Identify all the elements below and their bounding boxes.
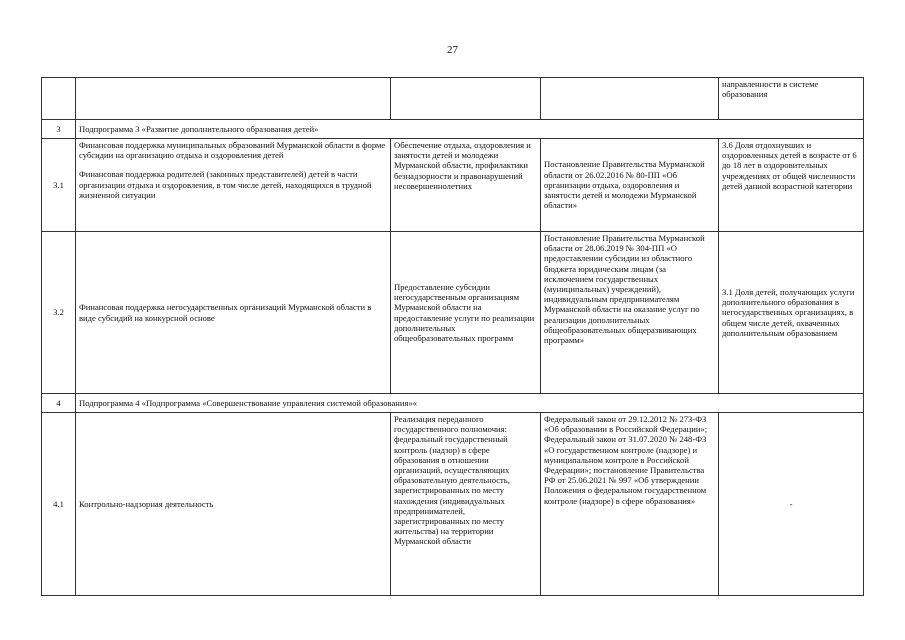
legal-basis-cell: Постановление Правительства Мурманской области от 28.06.2019 № 304-ПП «О предоставлении субсидии из областного бюджета юридическим лицам (за исключением государственных (муниципальных) учреждений), индивидуальным предпринимателям Мурманской области на оказание услуг по реализации дополнительных общеобразовательных общеразвивающих программ»	[541, 232, 719, 394]
purpose-cell: Предоставление субсидии негосударственным организациям Мурманской области на предоставление услуги по реализации дополнительных общеобразовательных программ	[391, 232, 541, 394]
row-number: 3.1	[42, 139, 76, 232]
purpose-cell: Обеспечение отдыха, оздоровления и занятости детей и молодежи Мурманской области, профилактики безнадзорности и правонарушений несовершеннолетних	[391, 139, 541, 232]
activity-text: Финансовая поддержка родителей (законных представителей) детей в части организации отдыха и оздоровления, в том числе детей, находящихся в трудной жизненной ситуации	[79, 169, 372, 200]
programs-table	[41, 77, 864, 596]
activity-cell: Контрольно-надзорная деятельность	[76, 413, 391, 596]
table-row	[42, 413, 864, 596]
row-number: 4	[42, 394, 76, 413]
activity-cell	[76, 78, 391, 120]
row-number: 3	[42, 120, 76, 139]
subprogram-header-row	[42, 394, 864, 413]
indicator-cell: 3.1 Доля детей, получающих услуги дополнительного образования в негосударственных организациях, в общем числе детей, охваченных дополнительным образованием	[719, 232, 864, 394]
indicator-cell: 3.6 Доля отдохнувших и оздоровленных детей в возрасте от 6 до 18 лет в оздоровительных учреждениях от общей численности детей данной возрастной категории	[719, 139, 864, 232]
activity-text: Финансовая поддержка муниципальных образований Мурманской области в форме субсидии на организацию отдыха и оздоровления детей	[79, 140, 386, 161]
indicator-cell	[719, 78, 864, 120]
indicator-cell: -	[719, 413, 864, 596]
activity-cell: Финансовая поддержка негосударственных организаций Мурманской области в виде субсидий на конкурсной основе	[76, 232, 391, 394]
purpose-cell: Реализация переданного государственного полномочия: федеральный государственный контроль (надзор) в сфере образования в отношении организаций, осуществляющих образовательную деятельность, зарегистрированных по месту нахождения (индивидуальных предпринимателей, зарегистрированных по месту жительства) на территории Мурманской области	[391, 413, 541, 596]
indicator-line: образования	[722, 89, 768, 100]
subprogram-header-row	[42, 120, 864, 139]
activity-cell	[76, 139, 391, 232]
legal-basis-cell	[541, 78, 719, 120]
subprogram-title: Подпрограмма 3 «Развитие дополнительного образования детей»	[76, 120, 864, 139]
row-number: 4.1	[42, 413, 76, 596]
legal-basis-cell: Федеральный закон от 29.12.2012 № 273-ФЗ «Об образовании в Российской Федерации»; Федеральный закон от 31.07.2020 № 248-ФЗ «О государственном контроле (надзоре) и муниципальном контроле в Российской Федерации»; постановление Правительства РФ от 25.06.2021 № 997 «Об утверждении Положения о федеральном государственном контроле (надзоре) в сфере образования»	[541, 413, 719, 596]
page-number: 27	[447, 44, 458, 56]
legal-basis-cell: Постановление Правительства Мурманской области от 26.02.2016 № 80-ПП «Об организации отдыха, оздоровления и занятости детей и молодежи Мурманской области»	[541, 139, 719, 232]
row-number	[42, 78, 76, 120]
purpose-cell	[391, 78, 541, 120]
row-number: 3.2	[42, 232, 76, 394]
table-row	[42, 78, 864, 120]
table-row	[42, 232, 864, 394]
table-row	[42, 139, 864, 232]
indicator-line: направленности в системе	[722, 79, 819, 89]
subprogram-title: Подпрограмма 4 «Подпрограмма «Совершенствование управления системой образования»«	[76, 394, 864, 413]
